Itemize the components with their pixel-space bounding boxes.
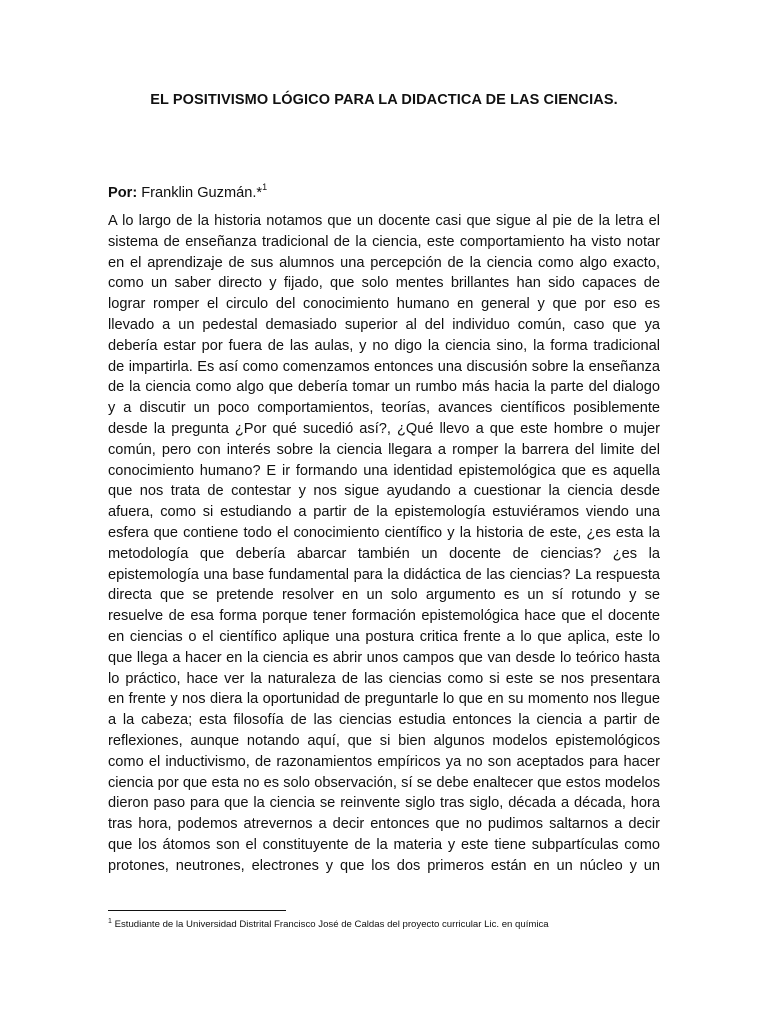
- footnote: [108, 918, 549, 930]
- body-line: resuelve de esa forma porque tener formación epistemológica hace que el docente: [108, 608, 660, 625]
- body-line: sistema de enseñanza tradicional de la ciencia, este comportamiento ha visto notar: [108, 233, 660, 250]
- body-line: tras hora, podemos atrevernos a decir entonces que no pudimos saltarnos a decir: [108, 816, 660, 833]
- body-text: [108, 211, 660, 877]
- body-line: a la cabeza; esta filosofía de las ciencias estudia entonces la ciencia a partir de: [108, 712, 660, 729]
- body-line: esfera que contiene todo el conocimiento científico y la historia de este, ¿es esta la: [108, 524, 660, 541]
- byline-label: Por:: [108, 184, 138, 201]
- body-line: en ciencias o el científico aplique una postura critica frente a lo que aplica, este lo: [108, 628, 660, 645]
- body-line: en frente y nos diera la oportunidad de preguntarle lo que en su momento nos llegue: [108, 691, 660, 708]
- body-line: en el aprendizaje de sus alumnos una percepción de la ciencia como algo exacto,: [108, 254, 660, 271]
- body-line: de la ciencia como algo que debería tomar un rumbo más hacia la parte del dialogo: [108, 379, 660, 396]
- body-line: lograr romper el circulo del conocimiento humano en general y que por eso es: [108, 296, 660, 313]
- footnote-text: Estudiante de la Universidad Distrital Francisco José de Caldas del proyecto curricular Lic. en química: [114, 919, 549, 931]
- body-line: protones, neutrones, electrones y que los dos primeros están en un núcleo y un: [108, 857, 660, 874]
- document-title: EL POSITIVISMO LÓGICO PARA LA DIDACTICA DE LAS CIENCIAS.: [150, 92, 618, 108]
- body-line: debería estar por fuera de las aulas, y no digo la ciencia sino, la forma tradicional: [108, 337, 660, 354]
- body-line: que los átomos son el constituyente de la materia y este tiene subpartículas como: [108, 836, 660, 853]
- body-line: llevado a un pedestal demasiado superior al del individuo común, caso que ya: [108, 316, 660, 333]
- body-line: común, pero con interés sobre la ciencia llegara a romper la barrera del limite del: [108, 441, 660, 458]
- body-line: como el inductivismo, de razonamientos empíricos ya no son aceptados para hacer: [108, 753, 660, 770]
- body-line: dieron paso para que la ciencia se reinvente siglo tras siglo, década a década, hora: [108, 795, 660, 812]
- byline: [108, 183, 267, 201]
- body-line: que nos trata de contestar y nos sigue ayudando a cuestionar la ciencia desde: [108, 483, 660, 500]
- body-line: A lo largo de la historia notamos que un docente casi que sigue al pie de la letra el: [108, 213, 660, 229]
- body-line: como un saber directo y fijado, que solo mentes brillantes han sido capaces de: [108, 275, 660, 292]
- body-line: conocimiento humano? E ir formando una identidad epistemológica que es aquella: [108, 462, 660, 479]
- body-line: ciencia por que esta no es solo observación, sí se debe enaltecer que estos modelos: [108, 774, 660, 791]
- footnote-separator: [108, 910, 286, 911]
- footnote-reference: 1: [262, 182, 268, 192]
- body-line: metodología que debería abarcar también un docente de ciencias? ¿es la: [108, 545, 660, 562]
- footnote-number: 1: [108, 918, 112, 925]
- body-line: epistemología una base fundamental para la didáctica de las ciencias? La respuesta: [108, 566, 660, 583]
- body-line: desde la pregunta ¿Por qué sucedió así?, ¿Qué llevo a que este hombre o mujer: [108, 420, 660, 437]
- body-line: reflexiones, aunque notando aquí, que si bien algunos modelos epistemológicos: [108, 732, 660, 749]
- author-name: Franklin Guzmán.*: [141, 184, 263, 201]
- body-line: directa que se pretende resolver en un solo argumento es un sí rotundo y se: [108, 587, 660, 604]
- body-line: que llega a hacer en la ciencia es abrir unos campos que van desde lo teórico hasta: [108, 649, 660, 666]
- body-line: lo práctico, hace ver la naturaleza de las ciencias como si este se nos presentara: [108, 670, 660, 687]
- body-line: de impartirla. Es así como comenzamos entonces una discusión sobre la enseñanza: [108, 358, 660, 375]
- body-line: y a discutir un poco comportamientos, teorías, avances científicos posiblemente: [108, 400, 660, 417]
- body-line: afuera, como si estudiando a partir de la epistemología estuviéramos viendo una: [108, 504, 660, 521]
